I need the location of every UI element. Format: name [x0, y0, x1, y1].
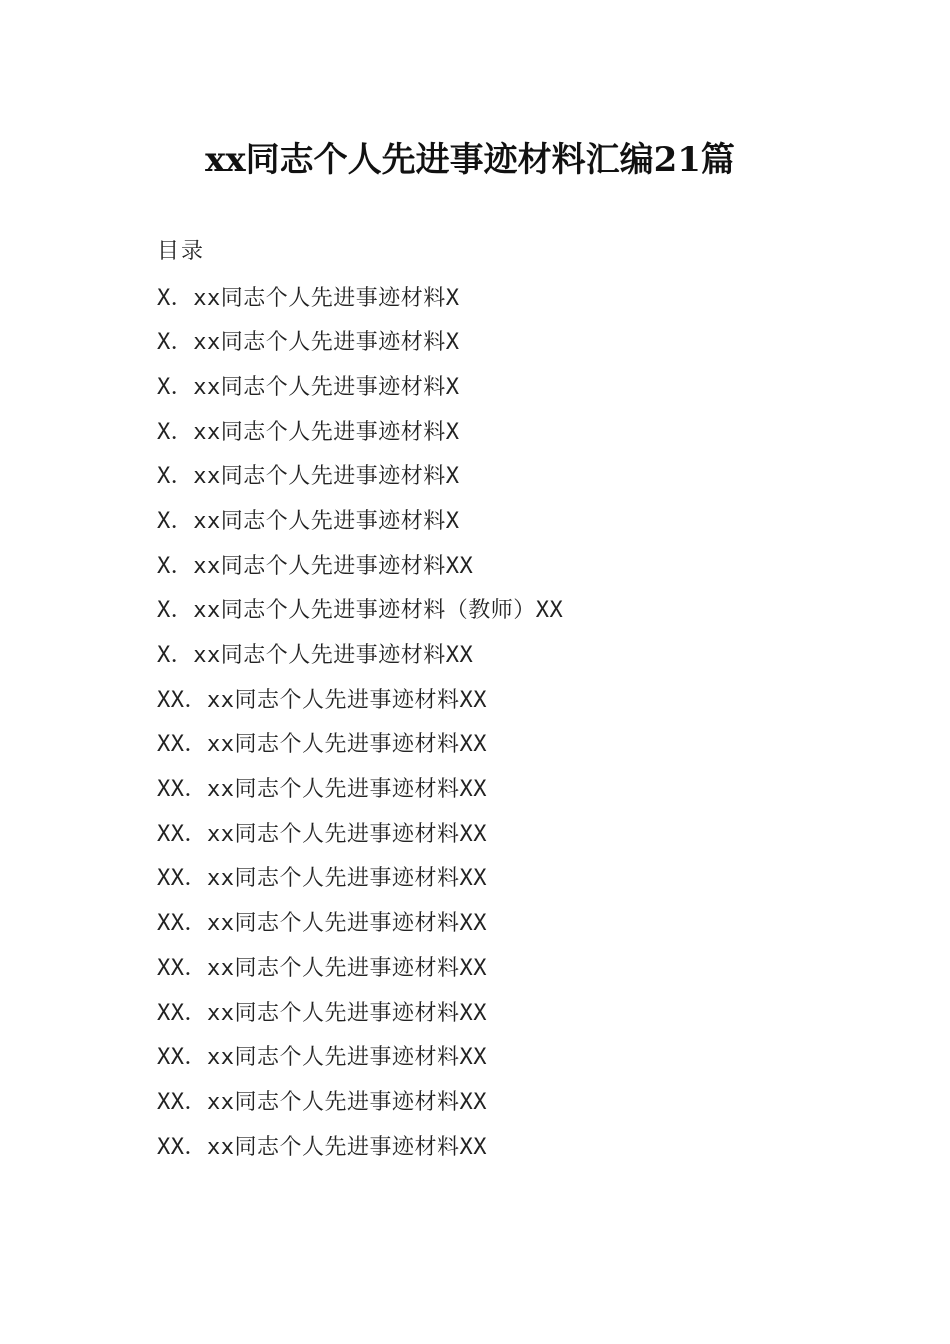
toc-entry-title: xx同志个人先进事迹材料 — [193, 374, 446, 400]
toc-entry-number: XX． — [157, 1134, 207, 1160]
toc-entry-number: XX． — [157, 687, 207, 713]
toc-entry-title: xx同志个人先进事迹材料 — [193, 330, 446, 356]
toc-entry-title: xx同志个人先进事迹材料 — [193, 419, 446, 445]
toc-entry[interactable] — [157, 366, 857, 411]
toc-entry[interactable] — [157, 723, 857, 768]
toc-entry-number: X． — [157, 553, 194, 579]
toc-entry-number: XX． — [157, 866, 207, 892]
toc-entry-title: xx同志个人先进事迹材料 — [193, 643, 446, 668]
toc-entry-title: xx同志个人先进事迹材料（教师） — [193, 598, 536, 624]
table-of-contents — [157, 232, 857, 1170]
toc-entry-title: xx同志个人先进事迹材料 — [207, 821, 460, 847]
toc-entry-number: XX． — [157, 1000, 207, 1026]
toc-entry[interactable] — [157, 1036, 857, 1081]
toc-entry-page: XX — [459, 911, 487, 937]
toc-entry-number: X． — [157, 598, 194, 624]
toc-entry[interactable] — [157, 679, 857, 724]
toc-entry-number: XX． — [157, 955, 207, 981]
toc-entry[interactable] — [157, 768, 857, 813]
toc-entry-page: XX — [459, 1134, 487, 1160]
toc-entry[interactable] — [157, 455, 857, 500]
toc-entry[interactable] — [157, 500, 857, 545]
toc-entry-title: xx同志个人先进事迹材料 — [207, 1089, 460, 1115]
page-title: xx同志个人先进事迹材料汇编21篇 — [205, 140, 735, 180]
toc-entry-number: X． — [157, 464, 194, 490]
toc-entry-page: XX — [535, 598, 564, 624]
toc-entry-page: XX — [459, 777, 487, 803]
toc-entry-title: xx同志个人先进事迹材料 — [207, 687, 460, 713]
toc-entry-title: xx同志个人先进事迹材料 — [193, 508, 446, 534]
toc-entry[interactable] — [157, 813, 857, 858]
toc-entry-page: XX — [459, 1045, 487, 1071]
toc-entry-number: XX． — [157, 821, 207, 847]
toc-entry-title: xx同志个人先进事迹材料 — [207, 911, 460, 937]
toc-entry-number: XX． — [157, 1089, 207, 1115]
toc-entry-title: xx同志个人先进事迹材料 — [207, 777, 460, 803]
toc-entry-page: X — [445, 508, 460, 534]
toc-entry-page: X — [445, 330, 460, 356]
toc-entry-page: XX — [445, 553, 474, 579]
toc-entry[interactable] — [157, 277, 857, 322]
toc-entry-title: xx同志个人先进事迹材料 — [207, 1134, 460, 1160]
toc-entry-number: X． — [157, 374, 194, 400]
toc-entry-title: xx同志个人先进事迹材料 — [207, 1045, 460, 1071]
toc-entry-number: X． — [157, 419, 194, 445]
toc-entry-page: X — [445, 464, 460, 490]
toc-entry-number: XX． — [157, 1045, 207, 1071]
toc-entry[interactable] — [157, 857, 857, 902]
toc-entry-title: xx同志个人先进事迹材料 — [193, 285, 446, 311]
toc-entry[interactable] — [157, 411, 857, 456]
toc-entry-page: XX — [459, 1089, 487, 1115]
toc-entry[interactable] — [157, 589, 857, 634]
toc-entry-title: xx同志个人先进事迹材料 — [207, 1000, 460, 1026]
toc-entry-page: X — [445, 374, 460, 400]
toc-entry-number: XX． — [157, 777, 207, 803]
toc-entry-title: xx同志个人先进事迹材料 — [207, 866, 460, 892]
toc-entry-page: XX — [459, 866, 487, 892]
toc-entry-page: XX — [459, 687, 487, 713]
toc-entry-number: X． — [157, 285, 194, 311]
toc-entry-page: XX — [445, 643, 474, 668]
toc-entry-number: X． — [157, 330, 194, 356]
toc-entry-page: XX — [459, 1000, 487, 1026]
toc-entry-title: xx同志个人先进事迹材料 — [207, 955, 460, 981]
toc-entry-title: xx同志个人先进事迹材料 — [193, 464, 446, 490]
toc-entry-number: X． — [157, 508, 194, 534]
toc-entry-page: X — [445, 285, 460, 311]
toc-entry[interactable] — [157, 634, 857, 679]
toc-entry[interactable] — [157, 1126, 857, 1171]
toc-entry-page: XX — [459, 732, 487, 758]
toc-heading: 目录 — [157, 239, 206, 264]
toc-entry[interactable] — [157, 947, 857, 992]
toc-list — [157, 277, 857, 1171]
toc-entry[interactable] — [157, 992, 857, 1037]
toc-entry-title: xx同志个人先进事迹材料 — [207, 732, 460, 758]
toc-entry[interactable] — [157, 1081, 857, 1126]
toc-entry[interactable] — [157, 321, 857, 366]
toc-entry-page: XX — [459, 955, 487, 981]
toc-entry-number: X． — [157, 643, 194, 668]
toc-entry-title: xx同志个人先进事迹材料 — [193, 553, 446, 579]
toc-entry[interactable] — [157, 545, 857, 590]
toc-entry[interactable] — [157, 902, 857, 947]
toc-entry-number: XX． — [157, 911, 207, 937]
toc-entry-number: XX． — [157, 732, 207, 758]
toc-entry-page: XX — [459, 821, 487, 847]
toc-entry-page: X — [445, 419, 460, 445]
